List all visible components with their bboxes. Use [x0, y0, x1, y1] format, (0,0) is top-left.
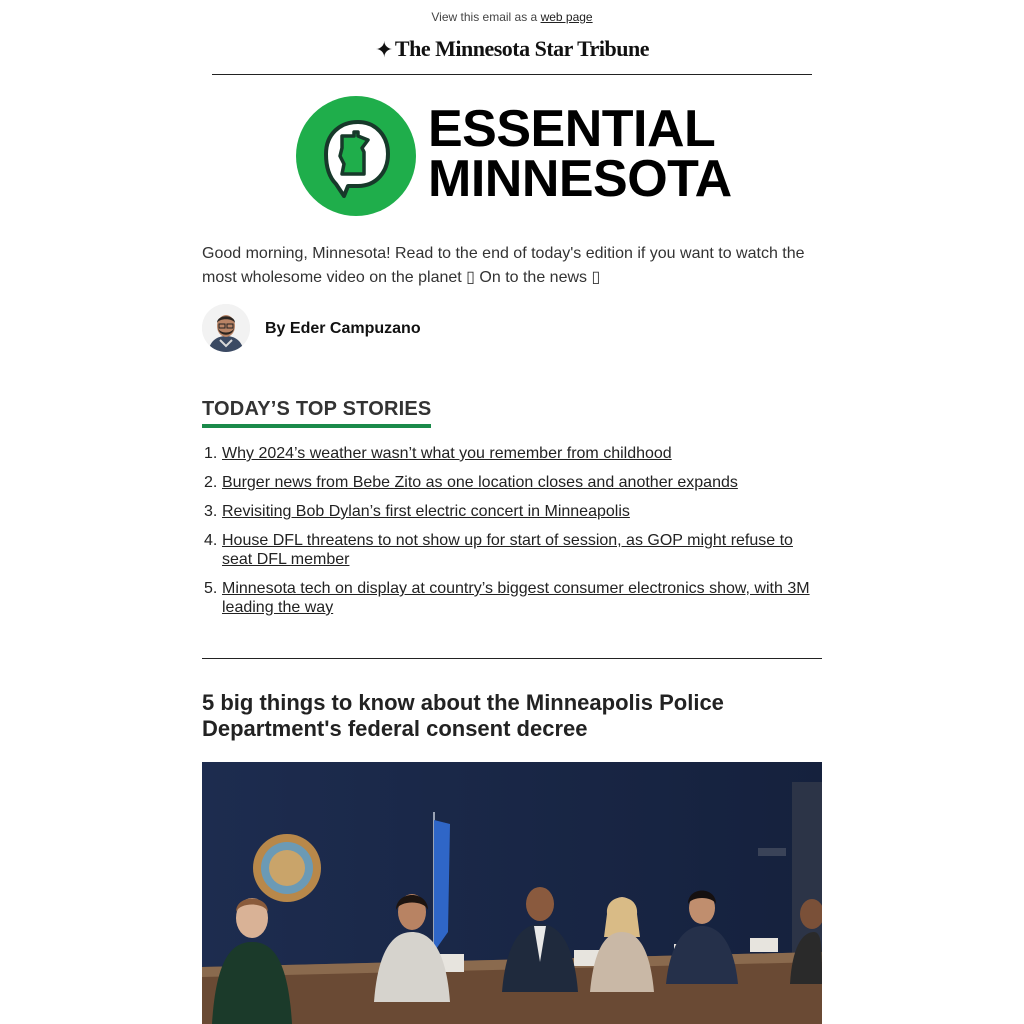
newsletter-brand — [296, 96, 756, 216]
newsletter-title-line2: MINNESOTA — [428, 150, 732, 208]
story-link[interactable]: House DFL threatens to not show up for start of session, as GOP might refuse to seat DFL member — [222, 532, 793, 568]
list-number: 3. — [204, 503, 218, 520]
article-headline[interactable]: 5 big things to know about the Minneapolis Police Department's federal consent decree — [202, 690, 724, 741]
star-icon: ✦ — [374, 38, 393, 63]
divider — [212, 74, 812, 75]
list-number: 2. — [204, 474, 218, 491]
list-item — [202, 473, 822, 492]
top-stories-heading: TODAY’S TOP STORIES — [202, 398, 431, 428]
preheader — [202, 10, 822, 24]
list-number: 5. — [204, 580, 218, 597]
story-link[interactable]: Minnesota tech on display at country’s biggest consumer electronics show, with 3M leading the way — [222, 580, 810, 616]
list-item — [202, 444, 822, 463]
story-link[interactable]: Why 2024’s weather wasn’t what you remember from childhood — [222, 445, 672, 462]
newsletter-title — [428, 100, 732, 208]
masthead-title: The Minnesota Star Tribune — [394, 36, 650, 61]
byline — [202, 304, 822, 354]
list-item — [202, 579, 822, 617]
masthead-logo[interactable] — [202, 36, 822, 63]
minnesota-chat-bubble-icon — [296, 96, 416, 216]
newsletter-title-line1: ESSENTIAL — [428, 100, 716, 158]
story-link[interactable]: Revisiting Bob Dylan’s first electric concert in Minneapolis — [222, 503, 630, 520]
article-hero-image[interactable] — [202, 762, 822, 1024]
preheader-text: View this email as a — [431, 10, 541, 24]
author-avatar — [202, 304, 250, 352]
author-name: By Eder Campuzano — [265, 320, 421, 337]
list-item — [202, 531, 822, 569]
top-stories-list — [202, 444, 822, 627]
list-number: 4. — [204, 532, 218, 549]
list-item — [202, 502, 822, 521]
list-number: 1. — [204, 445, 218, 462]
story-link[interactable]: Burger news from Bebe Zito as one location closes and another expands — [222, 474, 738, 491]
divider — [202, 658, 822, 659]
web-page-link[interactable]: web page — [540, 10, 593, 24]
intro-paragraph: Good morning, Minnesota! Read to the end of today's edition if you want to watch the most wholesome video on the planet ▯ On to the news ▯ — [202, 245, 805, 286]
hero-photo — [202, 762, 822, 1024]
